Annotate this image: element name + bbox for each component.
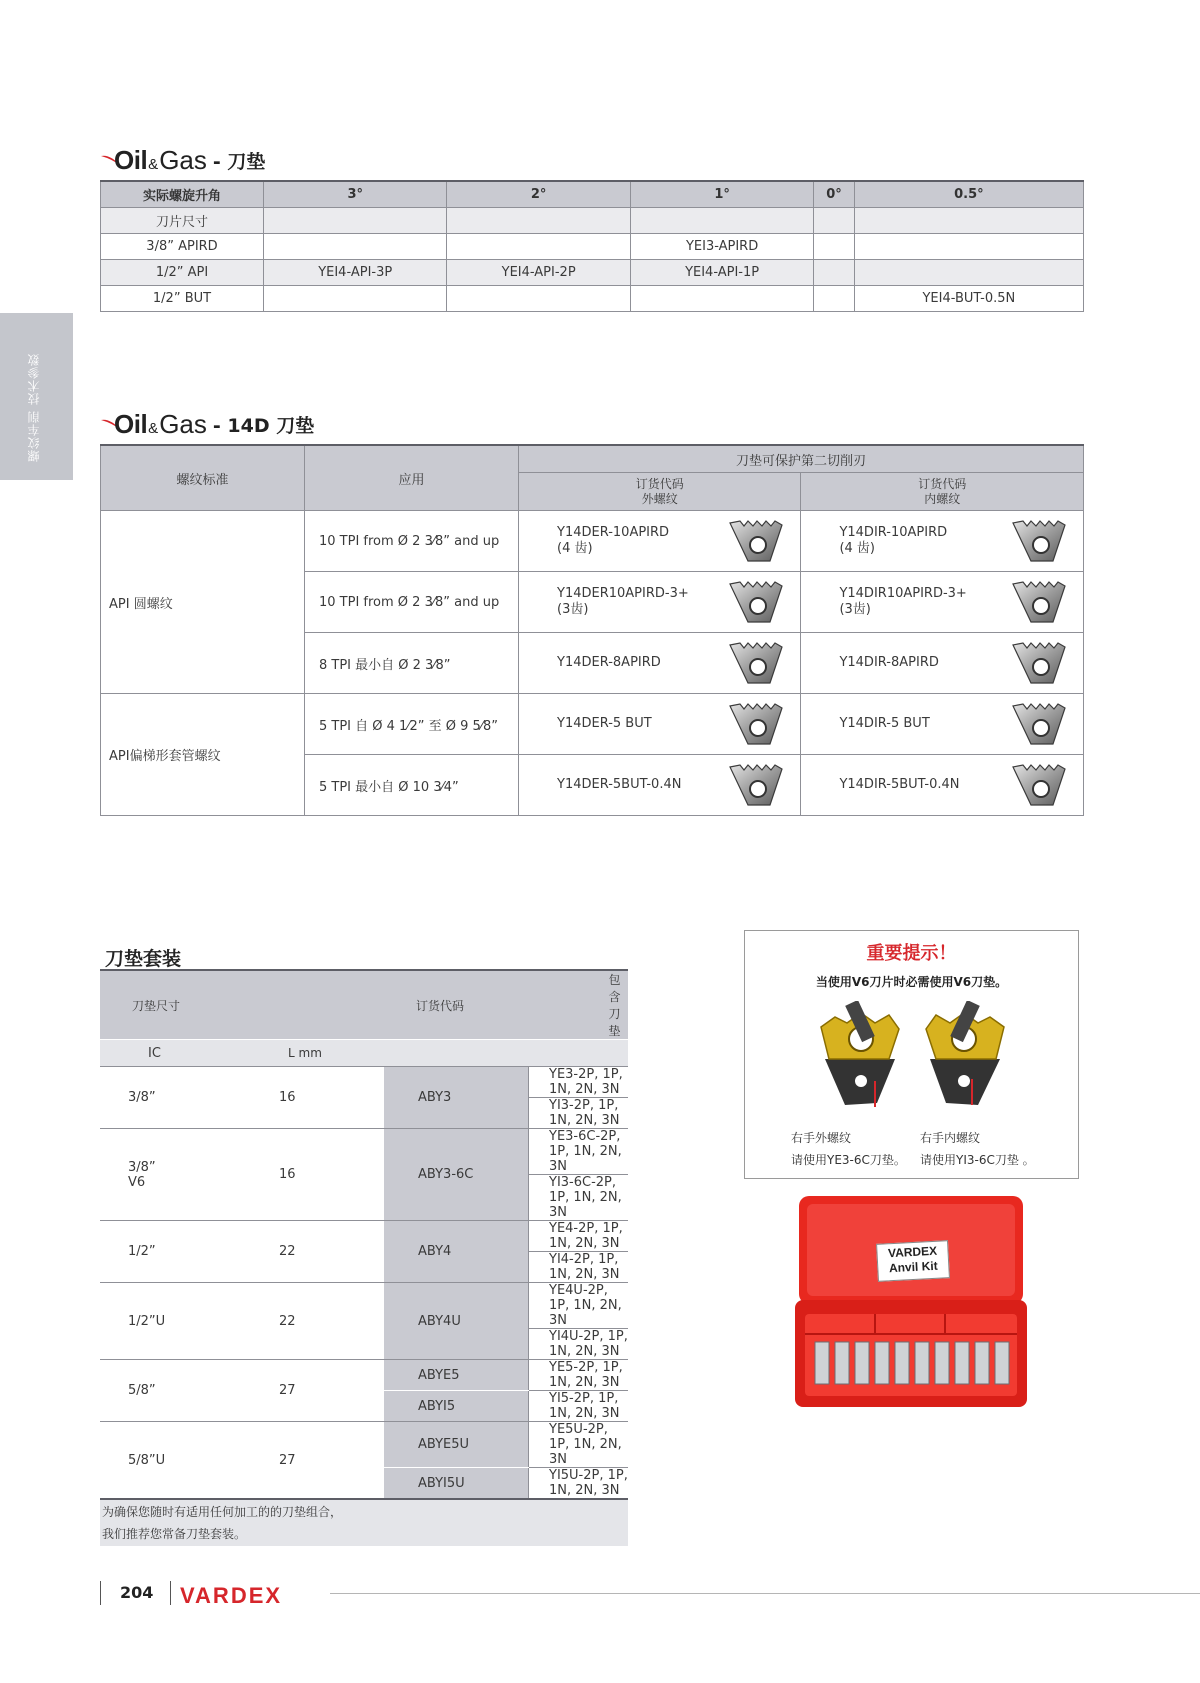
internal-thread-anvil-image	[920, 1001, 1010, 1111]
internal-code-cell	[801, 694, 1084, 755]
application-cell: 10 TPI from Ø 2 3⁄8” and up	[305, 511, 519, 572]
size-cell: 3/8”	[100, 1067, 236, 1129]
header-l: L mm	[236, 1040, 384, 1067]
include-cell: YE3-6C-2P, 1P, 1N, 2N, 3N	[529, 1129, 629, 1175]
internal-code	[839, 586, 966, 618]
length-cell: 16	[236, 1129, 384, 1221]
insert-icon	[1011, 580, 1067, 624]
length-cell: 22	[236, 1283, 384, 1360]
table-row	[100, 1221, 628, 1252]
left-caption-line1: 右手外螺纹	[791, 1131, 852, 1145]
external-code-cell	[519, 633, 801, 694]
external-code: Y14DER-5BUT-0.4N	[557, 777, 682, 792]
header-internal-line1: 订货代码	[918, 476, 967, 491]
14d-anvil-table	[100, 444, 1084, 816]
include-cell: YE5-2P, 1P, 1N, 2N, 3N	[529, 1360, 629, 1391]
header-cell: 1°	[630, 181, 813, 208]
insert-icon	[728, 763, 784, 807]
header-cell: 2°	[447, 181, 630, 208]
table-cell	[630, 286, 813, 312]
header-size: 刀垫尺寸	[100, 970, 384, 1040]
order-cell: ABY4U	[384, 1283, 529, 1360]
header-external-line2: 外螺纹	[641, 491, 678, 506]
kit-label-line2: Anvil Kit	[888, 1258, 938, 1276]
logo-amp: &	[148, 420, 159, 437]
table-header-row	[101, 181, 1084, 208]
header-empty	[529, 1040, 629, 1067]
insert-icon	[728, 580, 784, 624]
size-cell: 1/2”U	[100, 1283, 236, 1360]
anvil-kit-box-image	[795, 1194, 1027, 1409]
order-cell: ABY3-6C	[384, 1129, 529, 1221]
oil-gas-logo-2	[100, 410, 314, 440]
logo-oil: Oil	[114, 409, 148, 439]
order-cell: ABYE5U	[384, 1422, 529, 1468]
table-header-row	[100, 970, 628, 1040]
include-cell: YI3-2P, 1P, 1N, 2N, 3N	[529, 1098, 629, 1129]
header-cell: 实际螺旋升角	[101, 181, 264, 208]
header-external-line1: 订货代码	[635, 476, 684, 491]
external-code: Y14DER-5 BUT	[557, 716, 652, 731]
header-internal-line2: 内螺纹	[924, 491, 961, 506]
table-row	[100, 1067, 628, 1098]
internal-code-cell	[801, 511, 1084, 572]
table-cell	[854, 208, 1083, 234]
table-cell: YEI4-API-3P	[264, 260, 447, 286]
external-thread-anvil-image	[815, 1001, 905, 1111]
external-code	[557, 586, 689, 618]
header-internal	[801, 473, 1084, 511]
length-cell: 27	[236, 1360, 384, 1422]
table-cell: YEI3-APIRD	[630, 234, 813, 260]
order-cell: ABYE5	[384, 1360, 529, 1391]
kit-label	[876, 1240, 950, 1282]
table-cell: YEI4-BUT-0.5N	[854, 286, 1083, 312]
anvil-kit-table	[100, 969, 628, 1546]
logo-gas: Gas	[159, 409, 207, 439]
table-header-row	[100, 1040, 628, 1067]
include-cell: YI3-6C-2P, 1P, 1N, 2N, 3N	[529, 1175, 629, 1221]
table-cell	[630, 208, 813, 234]
table-cell	[264, 234, 447, 260]
table-row	[101, 286, 1084, 312]
table-row	[100, 1129, 628, 1175]
code-text: Y14DIR10APIRD-3+	[839, 586, 967, 601]
right-caption-line1: 右手内螺纹	[920, 1131, 981, 1145]
internal-code-cell	[801, 572, 1084, 633]
side-chapter-tab	[0, 313, 73, 480]
include-cell: YE4U-2P, 1P, 1N, 2N, 3N	[529, 1283, 629, 1329]
application-cell: 5 TPI 最小自 Ø 10 3⁄4”	[305, 755, 519, 816]
header-cell: 3°	[264, 181, 447, 208]
external-code: Y14DER-8APIRD	[557, 655, 661, 670]
order-cell: ABYI5U	[384, 1468, 529, 1500]
note-row	[100, 1499, 628, 1546]
table-row	[101, 208, 1084, 234]
table-cell	[814, 208, 854, 234]
code-note: (3齿)	[557, 602, 589, 617]
size-cell: 5/8”U	[100, 1422, 236, 1500]
size-cell: 1/2”	[100, 1221, 236, 1283]
kit-label-line1: VARDEX	[887, 1243, 938, 1261]
table-cell: 3/8” APIRD	[101, 234, 264, 260]
header-cell: 0.5°	[854, 181, 1083, 208]
right-caption-line2: 请使用YI3-6C刀垫 。	[920, 1153, 1035, 1167]
table-row	[101, 234, 1084, 260]
section2-title: - 14D 刀垫	[212, 415, 315, 437]
code-text: Y14DER-10APIRD	[557, 525, 670, 540]
table-cell	[447, 208, 630, 234]
table-cell	[814, 234, 854, 260]
page-number: 204	[120, 1583, 154, 1602]
table-cell	[447, 286, 630, 312]
insert-icon	[1011, 763, 1067, 807]
include-cell: YE3-2P, 1P, 1N, 2N, 3N	[529, 1067, 629, 1098]
brand-logo: VARDEX	[180, 1583, 283, 1608]
external-code-cell	[519, 572, 801, 633]
footer-divider	[170, 1581, 171, 1605]
left-caption-line2: 请使用YE3-6C刀垫。	[791, 1153, 906, 1167]
logo-oil: Oil	[114, 145, 148, 175]
notice-left-caption	[791, 1127, 906, 1171]
size-cell: 5/8”	[100, 1360, 236, 1422]
application-cell: 5 TPI 自 Ø 4 1⁄2” 至 Ø 9 5⁄8”	[305, 694, 519, 755]
note-line2: 我们推荐您常备刀垫套装。	[102, 1527, 247, 1541]
insert-icon	[728, 702, 784, 746]
code-text: Y14DER10APIRD-3+	[557, 586, 689, 601]
table-cell	[814, 260, 854, 286]
table-row	[101, 694, 1084, 755]
length-cell: 16	[236, 1067, 384, 1129]
include-cell: YE5U-2P, 1P, 1N, 2N, 3N	[529, 1422, 629, 1468]
table-header-row	[101, 445, 1084, 473]
header-ic: IC	[100, 1040, 236, 1067]
table-row	[100, 1422, 628, 1468]
insert-icon	[1011, 641, 1067, 685]
header-external	[519, 473, 801, 511]
anvil-kit-title: 刀垫套装	[105, 948, 182, 970]
code-note: (4 齿)	[557, 541, 593, 556]
table-cell: YEI4-API-1P	[630, 260, 813, 286]
external-code-cell	[519, 755, 801, 816]
include-cell: YI5U-2P, 1P, 1N, 2N, 3N	[529, 1468, 629, 1500]
table-cell: 1/2” API	[101, 260, 264, 286]
group-standard: API偏梯形套管螺纹	[101, 694, 305, 816]
header-protect: 刀垫可保护第二切削刃	[519, 445, 1084, 473]
kit-case-icon	[795, 1194, 1027, 1409]
header-empty	[384, 1040, 529, 1067]
size-line2: V6	[128, 1174, 146, 1190]
table-cell	[264, 208, 447, 234]
table-row	[100, 1360, 628, 1391]
table-cell	[814, 286, 854, 312]
include-cell: YI4U-2P, 1P, 1N, 2N, 3N	[529, 1329, 629, 1360]
notice-title: 重要提示！	[866, 943, 957, 964]
header-standard: 螺纹标准	[101, 445, 305, 511]
internal-code: Y14DIR-5 BUT	[839, 716, 930, 731]
table-cell: YEI4-API-2P	[447, 260, 630, 286]
insert-icon	[1011, 519, 1067, 563]
notice-description: 当使用V6刀片时必需使用V6刀垫。	[815, 975, 1008, 989]
include-cell: YE4-2P, 1P, 1N, 2N, 3N	[529, 1221, 629, 1252]
size-line1: 3/8”	[128, 1159, 156, 1175]
logo-amp: &	[148, 156, 159, 173]
table-row	[101, 260, 1084, 286]
size-cell	[100, 1129, 236, 1221]
include-cell: YI5-2P, 1P, 1N, 2N, 3N	[529, 1391, 629, 1422]
group-standard: API 圆螺纹	[101, 511, 305, 694]
application-cell: 8 TPI 最小自 Ø 2 3⁄8”	[305, 633, 519, 694]
important-notice-box	[744, 930, 1079, 1179]
table-cell	[447, 234, 630, 260]
footer-divider	[100, 1581, 101, 1605]
length-cell: 27	[236, 1422, 384, 1500]
order-cell: ABY3	[384, 1067, 529, 1129]
table-cell	[854, 260, 1083, 286]
internal-code	[839, 525, 947, 557]
table-cell: 1/2” BUT	[101, 286, 264, 312]
length-cell: 22	[236, 1221, 384, 1283]
header-application: 应用	[305, 445, 519, 511]
code-note: (3齿)	[839, 602, 871, 617]
insert-icon	[1011, 702, 1067, 746]
table-cell	[264, 286, 447, 312]
note-line1: 为确保您随时有适用任何加工的的刀垫组合，	[102, 1505, 343, 1519]
footer-rule	[330, 1593, 1200, 1594]
notice-right-caption	[920, 1127, 1035, 1171]
order-cell: ABY4	[384, 1221, 529, 1283]
application-cell: 10 TPI from Ø 2 3⁄8” and up	[305, 572, 519, 633]
logo-gas: Gas	[159, 145, 207, 175]
internal-code-cell	[801, 755, 1084, 816]
table-row	[101, 511, 1084, 572]
anvil-table	[100, 180, 1084, 312]
insert-icon	[728, 641, 784, 685]
code-note: (4 齿)	[839, 541, 876, 556]
kit-note	[100, 1499, 628, 1546]
header-cell: 0°	[814, 181, 854, 208]
order-cell: ABYI5	[384, 1391, 529, 1422]
code-text: Y14DIR-10APIRD	[839, 525, 948, 540]
header-include: 包含刀垫	[529, 970, 629, 1040]
section1-title: - 刀垫	[212, 151, 266, 173]
table-cell	[854, 234, 1083, 260]
header-order: 订货代码	[384, 970, 529, 1040]
include-cell: YI4-2P, 1P, 1N, 2N, 3N	[529, 1252, 629, 1283]
oil-gas-logo-1	[100, 146, 265, 176]
table-cell: 刀片尺寸	[101, 208, 264, 234]
external-code-cell	[519, 511, 801, 572]
internal-code: Y14DIR-8APIRD	[839, 655, 939, 670]
table-row	[100, 1283, 628, 1329]
internal-code: Y14DIR-5BUT-0.4N	[839, 777, 960, 792]
external-code-cell	[519, 694, 801, 755]
insert-icon	[728, 519, 784, 563]
side-tab-label: 螺纹车削 技术参数	[27, 353, 41, 462]
external-code	[557, 525, 669, 557]
internal-code-cell	[801, 633, 1084, 694]
